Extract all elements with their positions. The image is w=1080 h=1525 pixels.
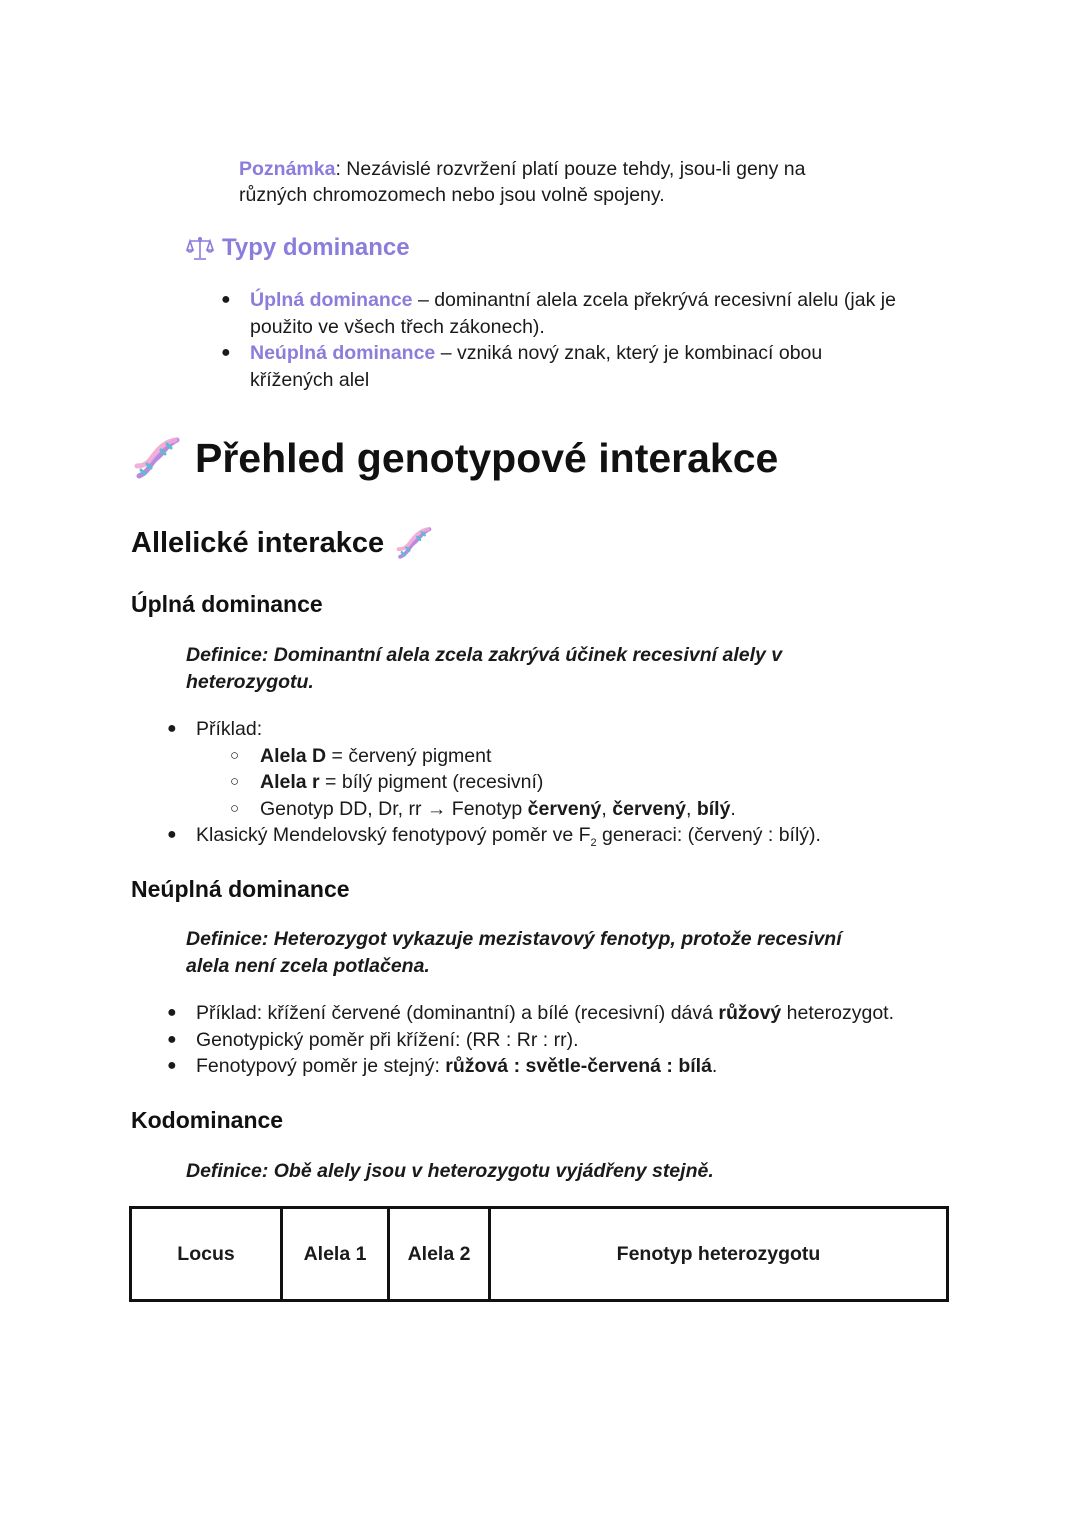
term-complete-dominance: Úplná dominance	[250, 289, 413, 311]
table-header-locus: Locus	[131, 1208, 282, 1301]
allele-r-text: = bílý pigment (recesivní)	[319, 771, 544, 793]
allele-r: Alela r	[260, 771, 320, 793]
types-dominance-list	[221, 287, 910, 393]
list-item: ● Příklad: ○ Alela D = červený pigment ○ Alela r = bílý pigment (recesivní) ○ Genotyp DD, Dr, rr → Fenotyp červený, červený, bílý.	[196, 716, 996, 822]
allele-d: Alela D	[260, 744, 327, 767]
types-dominance-heading	[186, 234, 410, 262]
example-sublist	[196, 743, 996, 823]
phenotype-1: červený	[527, 797, 602, 820]
period: .	[711, 1055, 718, 1077]
section-heading	[131, 432, 778, 484]
list-item-text: – dominantní alela zcela překrývá recesivní alelu (jak je použito ve všech třech zákonech).	[250, 289, 896, 338]
note-paragraph	[239, 156, 879, 208]
separator: ,	[685, 797, 697, 820]
incomplete-dominance-heading: Neúplná dominance	[131, 876, 350, 902]
codominance-definition: Definice: Obě alely jsou v heterozygotu vyjádřeny stejně.	[186, 1160, 714, 1182]
dna-icon	[131, 432, 183, 484]
codominance-table	[129, 1206, 949, 1302]
phenotype-2: červený	[612, 797, 686, 820]
codominance-heading: Kodominance	[131, 1107, 284, 1133]
subsection-heading	[131, 523, 434, 563]
types-dominance-title: Typy dominance	[222, 234, 410, 261]
table-header-row	[131, 1208, 948, 1301]
list-item: ● Neúplná dominance – vzniká nový znak, který je kombinací obou křížených alel	[221, 342, 823, 391]
term-incomplete-dominance: Neúplná dominance	[250, 342, 436, 364]
list-item: ● Fenotypový poměr je stejný: růžová : světle-červená : bílá.	[167, 1055, 718, 1077]
section-title: Přehled genotypové interakce	[195, 434, 779, 481]
phenotype-3: bílý	[696, 797, 731, 820]
ratio-text: Klasický Mendelovský fenotypový poměr ve F	[196, 824, 591, 846]
ratio-text-end: generaci: (červený : bílý).	[596, 824, 821, 846]
example-text-end: heterozygot.	[781, 1002, 894, 1024]
list-item: ● Genotypický poměr při křížení: (RR : Rr : rr).	[167, 1028, 579, 1051]
genotype-text: Genotyp DD, Dr, rr → Fenotyp	[260, 797, 528, 820]
list-item: ● Úplná dominance – dominantní alela zcela překrývá recesivní alelu (jak je použito ve všech třech zákonech).	[221, 289, 896, 338]
pink-bold: růžový	[718, 1002, 782, 1024]
complete-dominance-heading: Úplná dominance	[131, 591, 323, 617]
example-label: Příklad:	[196, 718, 263, 740]
separator: ,	[601, 797, 613, 820]
dna-icon	[394, 523, 434, 563]
ratio-subscript: 2	[590, 836, 597, 849]
list-item: ○ Genotyp DD, Dr, rr → Fenotyp červený, červený, bílý.	[230, 797, 736, 820]
incomplete-dominance-list	[167, 1000, 996, 1080]
phenotype-ratio-text: Fenotypový poměr je stejný:	[196, 1055, 446, 1077]
genotype-ratio: Genotypický poměr při křížení: (RR : Rr : rr).	[196, 1028, 579, 1051]
table-header-allele-1: Alela 1	[282, 1208, 389, 1301]
list-item: ○ Alela r = bílý pigment (recesivní)	[230, 771, 544, 793]
example-text: Příklad: křížení červené (dominantní) a bílé (recesivní) dává	[196, 1002, 719, 1024]
list-item-text: – vzniká nový znak, který je kombinací obou křížených alel	[250, 342, 823, 391]
complete-dominance-list	[167, 716, 996, 856]
period: .	[730, 797, 736, 820]
phenotype-ratio-bold: růžová : světle-červená : bílá	[445, 1055, 712, 1077]
note-text: : Nezávislé rozvržení platí pouze tehdy, jsou-li geny na různých chromozomech nebo jsou volně spojeny.	[239, 158, 806, 206]
balance-scale-icon	[186, 234, 214, 262]
incomplete-dominance-definition: Definice: Heterozygot vykazuje mezistavový fenotyp, protože recesivní alela není zcela potlačena.	[186, 928, 842, 977]
list-item: ● Klasický Mendelovský fenotypový poměr ve $F_2$ generaci: (červený : bílý).	[167, 824, 821, 849]
subsection-title: Allelické interakce	[131, 526, 385, 559]
list-item: ● Příklad: křížení červené (dominantní) a bílé (recesivní) dává růžový heterozygot.	[167, 1002, 894, 1024]
note-label: Poznámka	[239, 158, 336, 180]
complete-dominance-definition: Definice: Dominantní alela zcela zakrývá účinek recesivní alely v heterozygotu.	[186, 644, 783, 693]
table-header-phenotype: Fenotyp heterozygotu	[490, 1208, 948, 1301]
list-item: ○ Alela D = červený pigment	[230, 744, 492, 767]
table-header-allele-2: Alela 2	[389, 1208, 490, 1301]
allele-d-text: = červený pigment	[326, 744, 492, 767]
